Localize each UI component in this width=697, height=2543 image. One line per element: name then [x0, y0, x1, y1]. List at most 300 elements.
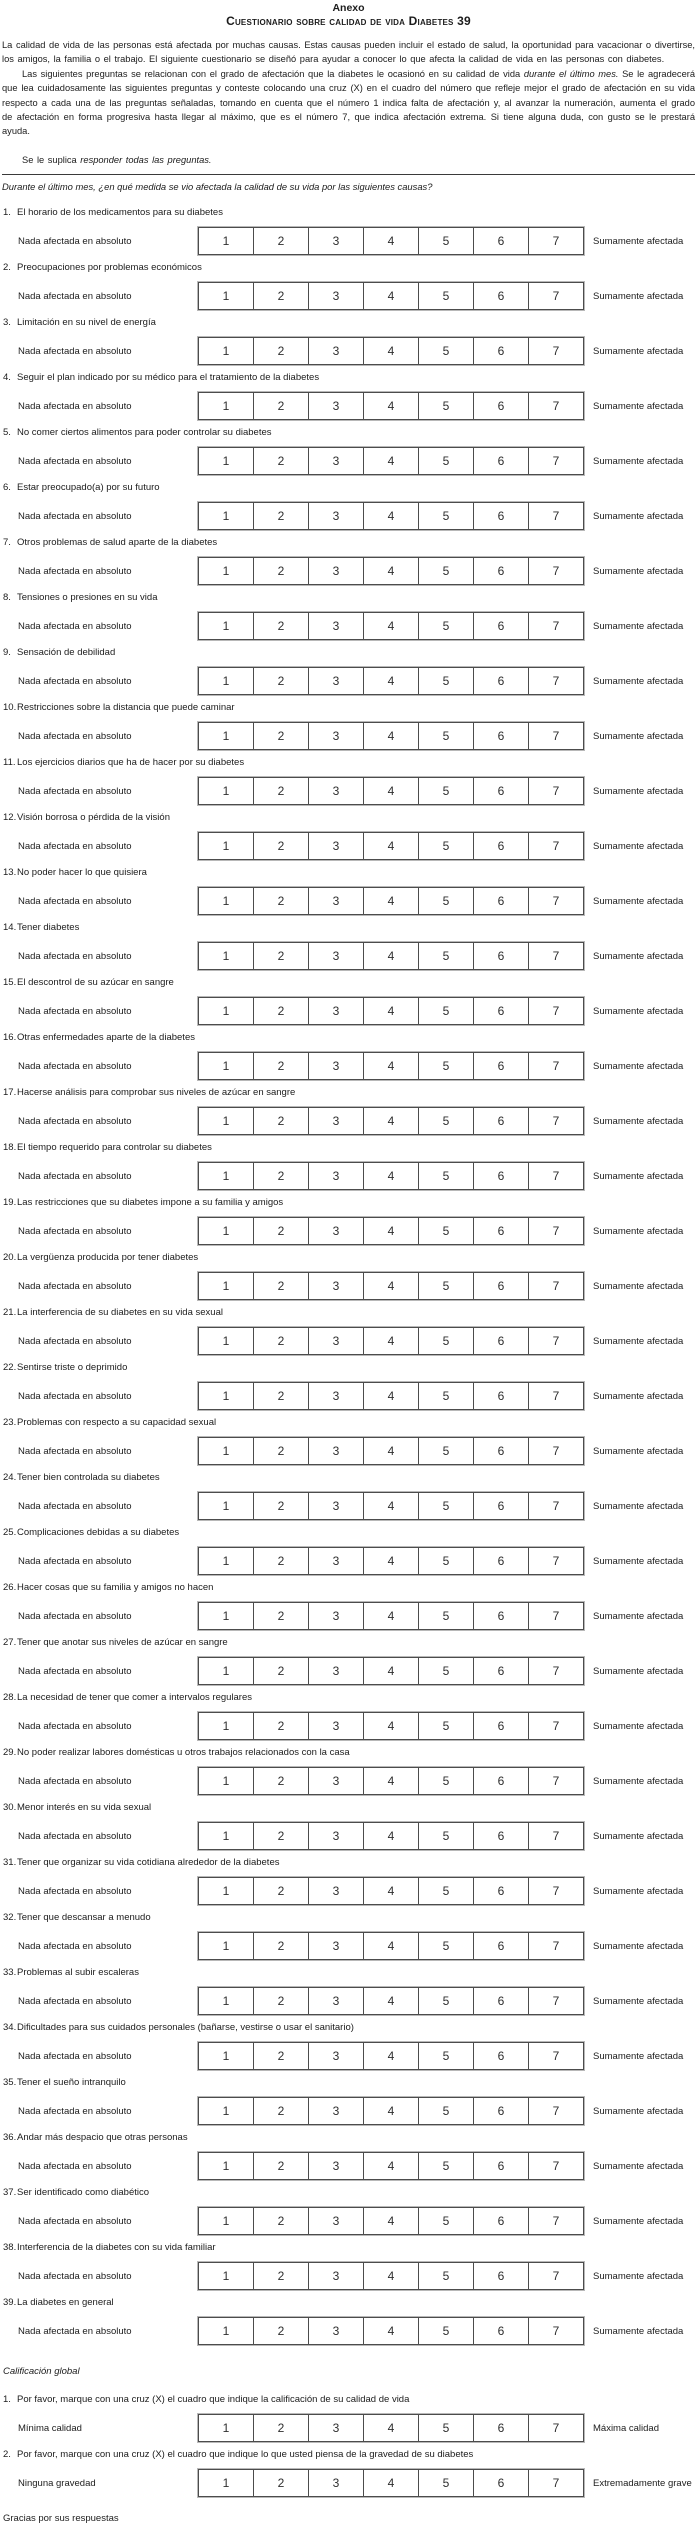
question-text: No comer ciertos alimentos para poder controlar su diabetes	[17, 427, 272, 439]
rating-cell-2[interactable]: 2	[254, 723, 309, 749]
rating-cell-2[interactable]: 2	[254, 943, 309, 969]
rating-cell-5[interactable]: 5	[419, 2208, 474, 2234]
rating-cell-3[interactable]: 3	[309, 2043, 364, 2069]
rating-cell-2[interactable]: 2	[254, 833, 309, 859]
rating-cell-1[interactable]: 1	[199, 338, 254, 364]
rating-cell-6[interactable]: 6	[474, 228, 529, 254]
rating-cell-1[interactable]: 1	[199, 1988, 254, 2014]
rating-cell-6[interactable]: 6	[474, 1823, 529, 1849]
rating-cell-5[interactable]: 5	[419, 1108, 474, 1134]
rating-cell-2[interactable]: 2	[254, 668, 309, 694]
rating-cell-2[interactable]: 2	[254, 778, 309, 804]
rating-cell-3[interactable]: 3	[309, 2153, 364, 2179]
rating-cell-4[interactable]: 4	[364, 1713, 419, 1739]
rating-cell-1[interactable]: 1	[199, 448, 254, 474]
rating-cell-6[interactable]: 6	[474, 1713, 529, 1739]
rating-cell-7[interactable]: 7	[552, 784, 560, 799]
rating-cell-3[interactable]: 3	[309, 1493, 364, 1519]
rating-cell-1[interactable]: 1	[199, 558, 254, 584]
rating-cell-2[interactable]: 2	[254, 1493, 309, 1519]
rating-cell-3[interactable]: 3	[309, 1603, 364, 1629]
rating-cell-5[interactable]: 5	[419, 2318, 474, 2344]
rating-cell-1[interactable]: 1	[199, 998, 254, 1024]
rating-cell-6[interactable]: 6	[474, 2208, 529, 2234]
rating-cell-3[interactable]: 3	[309, 2415, 364, 2441]
rating-cell-3[interactable]: 3	[309, 1328, 364, 1354]
rating-cell-1[interactable]: 1	[199, 1658, 254, 1684]
rating-cell-2[interactable]: 2	[254, 283, 309, 309]
rating-cell-4[interactable]: 4	[364, 2415, 419, 2441]
rating-cell-4[interactable]: 4	[364, 393, 419, 419]
rating-cell-7[interactable]: 7	[552, 1114, 560, 1129]
rating-cell-4[interactable]: 4	[364, 1108, 419, 1134]
rating-cell-5[interactable]: 5	[419, 943, 474, 969]
rating-cell-5[interactable]: 5	[419, 1053, 474, 1079]
rating-cell-1[interactable]: 1	[199, 393, 254, 419]
rating-cell-5[interactable]: 5	[419, 833, 474, 859]
rating-cell-6[interactable]: 6	[474, 393, 529, 419]
rating-cell-3[interactable]: 3	[309, 613, 364, 639]
rating-cell-2[interactable]: 2	[254, 2098, 309, 2124]
rating-cell-7[interactable]: 7	[552, 949, 560, 964]
rating-cell-5[interactable]: 5	[419, 558, 474, 584]
rating-cell-3[interactable]: 3	[309, 2318, 364, 2344]
rating-cell-1[interactable]: 1	[199, 778, 254, 804]
rating-cell-6[interactable]: 6	[474, 1053, 529, 1079]
rating-cell-7[interactable]: 7	[552, 1719, 560, 1734]
rating-cell-3[interactable]: 3	[309, 1053, 364, 1079]
rating-cell-5[interactable]: 5	[419, 2153, 474, 2179]
rating-cell-1[interactable]: 1	[199, 1713, 254, 1739]
rating-cell-7[interactable]: 7	[552, 839, 560, 854]
rating-cell-2[interactable]: 2	[254, 448, 309, 474]
rating-cell-4[interactable]: 4	[364, 1163, 419, 1189]
rating-cell-5[interactable]: 5	[419, 1603, 474, 1629]
rating-cell-1[interactable]: 1	[199, 228, 254, 254]
rating-cell-5[interactable]: 5	[419, 1988, 474, 2014]
rating-cell-6[interactable]: 6	[474, 1383, 529, 1409]
rating-cell-2[interactable]: 2	[254, 1658, 309, 1684]
rating-cell-4[interactable]: 4	[364, 1878, 419, 1904]
rating-cell-6[interactable]: 6	[474, 283, 529, 309]
rating-cell-7[interactable]: 7	[552, 454, 560, 469]
rating-cell-5[interactable]: 5	[419, 338, 474, 364]
rating-cell-1[interactable]: 1	[199, 1438, 254, 1464]
rating-cell-6[interactable]: 6	[474, 1108, 529, 1134]
rating-cell-6[interactable]: 6	[474, 1548, 529, 1574]
rating-cell-7[interactable]: 7	[552, 1334, 560, 1349]
question-line	[2, 1197, 695, 1209]
rating-cell-7[interactable]: 7	[552, 399, 560, 414]
rating-cell-4[interactable]: 4	[364, 1273, 419, 1299]
rating-cell-7[interactable]: 7	[552, 1389, 560, 1404]
rating-cell-5[interactable]: 5	[419, 283, 474, 309]
rating-cell-6[interactable]: 6	[474, 1603, 529, 1629]
rating-cell-6[interactable]: 6	[474, 1658, 529, 1684]
rating-cell-7[interactable]: 7	[552, 344, 560, 359]
rating-cell-4[interactable]: 4	[364, 998, 419, 1024]
rating-cell-6[interactable]: 6	[474, 1328, 529, 1354]
rating-cell-5[interactable]: 5	[419, 888, 474, 914]
rating-cell-4[interactable]: 4	[364, 503, 419, 529]
rating-cell-5[interactable]: 5	[419, 2043, 474, 2069]
rating-cell-4[interactable]: 4	[364, 668, 419, 694]
rating-cell-7[interactable]: 7	[552, 2104, 560, 2119]
rating-cell-5[interactable]: 5	[419, 1218, 474, 1244]
rating-cell-7[interactable]: 7	[552, 2476, 560, 2491]
rating-cell-1[interactable]: 1	[199, 1933, 254, 1959]
rating-cell-3[interactable]: 3	[309, 1108, 364, 1134]
rating-cell-4[interactable]: 4	[364, 338, 419, 364]
rating-cell-6[interactable]: 6	[474, 668, 529, 694]
rating-cell-1[interactable]: 1	[199, 1878, 254, 1904]
rating-cell-3[interactable]: 3	[309, 2263, 364, 2289]
rating-cell-3[interactable]: 3	[309, 448, 364, 474]
rating-cell-1[interactable]: 1	[199, 2415, 254, 2441]
rating-cell-3[interactable]: 3	[309, 1548, 364, 1574]
rating-row	[2, 282, 695, 310]
rating-cell-4[interactable]: 4	[364, 1658, 419, 1684]
rating-cell-5[interactable]: 5	[419, 1493, 474, 1519]
rating-cell-7[interactable]: 7	[552, 1664, 560, 1679]
rating-cell-3[interactable]: 3	[309, 1933, 364, 1959]
rating-cell-7[interactable]: 7	[552, 564, 560, 579]
rating-cell-5[interactable]: 5	[419, 1768, 474, 1794]
rating-cell-7[interactable]: 7	[552, 1939, 560, 1954]
rating-cell-2[interactable]: 2	[254, 338, 309, 364]
rating-cell-3[interactable]: 3	[309, 1878, 364, 1904]
rating-cell-7[interactable]: 7	[552, 289, 560, 304]
rating-cell-4[interactable]: 4	[364, 1823, 419, 1849]
rating-cell-3[interactable]: 3	[309, 2098, 364, 2124]
rating-cell-1[interactable]: 1	[199, 283, 254, 309]
rating-cell-1[interactable]: 1	[199, 1548, 254, 1574]
rating-cell-2[interactable]: 2	[254, 2470, 309, 2496]
rating-cell-5[interactable]: 5	[419, 2098, 474, 2124]
rating-cell-1[interactable]: 1	[199, 1218, 254, 1244]
rating-cell-6[interactable]: 6	[474, 1878, 529, 1904]
rating-cell-4[interactable]: 4	[364, 283, 419, 309]
rating-cell-1[interactable]: 1	[199, 613, 254, 639]
rating-cell-4[interactable]: 4	[364, 1933, 419, 1959]
rating-cell-5[interactable]: 5	[419, 613, 474, 639]
rating-cell-1[interactable]: 1	[199, 1108, 254, 1134]
rating-cell-6[interactable]: 6	[474, 943, 529, 969]
rating-cell-5[interactable]: 5	[419, 1548, 474, 1574]
rating-cell-7[interactable]: 7	[552, 729, 560, 744]
rating-cell-1[interactable]: 1	[199, 2263, 254, 2289]
rating-cell-4[interactable]: 4	[364, 2043, 419, 2069]
rating-cell-5[interactable]: 5	[419, 1713, 474, 1739]
rating-cell-3[interactable]: 3	[309, 228, 364, 254]
rating-cell-2[interactable]: 2	[254, 888, 309, 914]
rating-cell-5[interactable]: 5	[419, 778, 474, 804]
rating-cell-1[interactable]: 1	[199, 1493, 254, 1519]
rating-cell-4[interactable]: 4	[364, 558, 419, 584]
rating-cell-7[interactable]: 7	[552, 1609, 560, 1624]
rating-cell-4[interactable]: 4	[364, 2318, 419, 2344]
rating-cell-6[interactable]: 6	[474, 1493, 529, 1519]
rating-cell-1[interactable]: 1	[199, 2098, 254, 2124]
rating-cell-3[interactable]: 3	[309, 1163, 364, 1189]
rating-cell-1[interactable]: 1	[199, 2208, 254, 2234]
rating-cell-3[interactable]: 3	[309, 2470, 364, 2496]
rating-cell-6[interactable]: 6	[474, 2098, 529, 2124]
rating-cell-7[interactable]: 7	[552, 2324, 560, 2339]
rating-cell-1[interactable]: 1	[199, 1328, 254, 1354]
rating-cell-6[interactable]: 6	[474, 2470, 529, 2496]
rating-cell-3[interactable]: 3	[309, 1988, 364, 2014]
rating-cell-4[interactable]: 4	[364, 833, 419, 859]
rating-cell-7[interactable]: 7	[552, 1004, 560, 1019]
rating-cell-4[interactable]: 4	[364, 613, 419, 639]
rating-cell-5[interactable]: 5	[419, 1878, 474, 1904]
rating-cell-1[interactable]: 1	[199, 1053, 254, 1079]
rating-cell-3[interactable]: 3	[309, 2208, 364, 2234]
rating-cell-7[interactable]: 7	[552, 1059, 560, 1074]
rating-cell-7[interactable]: 7	[552, 1884, 560, 1899]
rating-cell-5[interactable]: 5	[419, 448, 474, 474]
rating-cell-5[interactable]: 5	[419, 1163, 474, 1189]
rating-cell-6[interactable]: 6	[474, 1768, 529, 1794]
rating-cell-2[interactable]: 2	[254, 393, 309, 419]
rating-scale	[198, 1382, 584, 1410]
rating-cell-6[interactable]: 6	[474, 1273, 529, 1299]
rating-cell-7[interactable]: 7	[552, 1554, 560, 1569]
rating-cell-4[interactable]: 4	[364, 1603, 419, 1629]
rating-cell-1[interactable]: 1	[199, 668, 254, 694]
rating-cell-1[interactable]: 1	[199, 833, 254, 859]
rating-cell-1[interactable]: 1	[199, 1823, 254, 1849]
rating-cell-1[interactable]: 1	[199, 2318, 254, 2344]
rating-cell-6[interactable]: 6	[474, 2415, 529, 2441]
rating-cell-1[interactable]: 1	[199, 943, 254, 969]
rating-cell-4[interactable]: 4	[364, 2263, 419, 2289]
rating-cell-6[interactable]: 6	[474, 558, 529, 584]
rating-cell-5[interactable]: 5	[419, 2470, 474, 2496]
rating-cell-7[interactable]: 7	[552, 234, 560, 249]
rating-cell-1[interactable]: 1	[199, 888, 254, 914]
rating-cell-7[interactable]: 7	[552, 2159, 560, 2174]
rating-cell-2[interactable]: 2	[254, 1108, 309, 1134]
rating-cell-5[interactable]: 5	[419, 1383, 474, 1409]
rating-cell-3[interactable]: 3	[309, 998, 364, 1024]
rating-cell-4[interactable]: 4	[364, 778, 419, 804]
rating-cell-5[interactable]: 5	[419, 1438, 474, 1464]
rating-cell-2[interactable]: 2	[254, 1878, 309, 1904]
rating-cell-2[interactable]: 2	[254, 1163, 309, 1189]
rating-cell-6[interactable]: 6	[474, 833, 529, 859]
rating-cell-2[interactable]: 2	[254, 2208, 309, 2234]
rating-cell-6[interactable]: 6	[474, 2263, 529, 2289]
rating-cell-2[interactable]: 2	[254, 503, 309, 529]
rating-cell-3[interactable]: 3	[309, 393, 364, 419]
rating-cell-4[interactable]: 4	[364, 1053, 419, 1079]
rating-cell-1[interactable]: 1	[199, 1273, 254, 1299]
rating-cell-6[interactable]: 6	[474, 503, 529, 529]
rating-cell-3[interactable]: 3	[309, 503, 364, 529]
rating-cell-7[interactable]: 7	[552, 2049, 560, 2064]
rating-scale	[198, 1272, 584, 1300]
rating-cell-6[interactable]: 6	[474, 1163, 529, 1189]
rating-cell-2[interactable]: 2	[254, 613, 309, 639]
rating-cell-3[interactable]: 3	[309, 1218, 364, 1244]
rating-cell-4[interactable]: 4	[364, 228, 419, 254]
rating-cell-5[interactable]: 5	[419, 503, 474, 529]
rating-cell-2[interactable]: 2	[254, 1933, 309, 1959]
rating-cell-6[interactable]: 6	[474, 2318, 529, 2344]
rating-cell-2[interactable]: 2	[254, 1273, 309, 1299]
rating-cell-5[interactable]: 5	[419, 668, 474, 694]
rating-cell-6[interactable]: 6	[474, 2153, 529, 2179]
rating-cell-1[interactable]: 1	[199, 723, 254, 749]
rating-cell-7[interactable]: 7	[552, 1774, 560, 1789]
question-line	[2, 1252, 695, 1264]
rating-cell-1[interactable]: 1	[199, 1163, 254, 1189]
rating-cell-6[interactable]: 6	[474, 448, 529, 474]
rating-cell-5[interactable]: 5	[419, 1823, 474, 1849]
rating-cell-4[interactable]: 4	[364, 1218, 419, 1244]
rating-cell-1[interactable]: 1	[199, 1383, 254, 1409]
rating-cell-6[interactable]: 6	[474, 2043, 529, 2069]
rating-row	[2, 1327, 695, 1355]
rating-cell-6[interactable]: 6	[474, 778, 529, 804]
rating-cell-3[interactable]: 3	[309, 283, 364, 309]
rating-cell-2[interactable]: 2	[254, 1768, 309, 1794]
scale-right-label: Sumamente afectada	[593, 2105, 684, 2117]
rating-cell-5[interactable]: 5	[419, 1273, 474, 1299]
rating-cell-3[interactable]: 3	[309, 1713, 364, 1739]
rating-cell-7[interactable]: 7	[552, 2269, 560, 2284]
rating-cell-3[interactable]: 3	[309, 888, 364, 914]
rating-cell-4[interactable]: 4	[364, 1438, 419, 1464]
rating-cell-1[interactable]: 1	[199, 2470, 254, 2496]
question-item	[2, 2187, 695, 2242]
rating-cell-3[interactable]: 3	[309, 833, 364, 859]
rating-cell-4[interactable]: 4	[364, 1383, 419, 1409]
rating-cell-2[interactable]: 2	[254, 558, 309, 584]
rating-cell-2[interactable]: 2	[254, 2415, 309, 2441]
scale-left-label: Nada afectada en absoluto	[18, 2270, 132, 2282]
rating-cell-6[interactable]: 6	[474, 1988, 529, 2014]
rating-cell-7[interactable]: 7	[552, 2214, 560, 2229]
rating-cell-1[interactable]: 1	[199, 1603, 254, 1629]
rating-cell-5[interactable]: 5	[419, 1933, 474, 1959]
rating-cell-2[interactable]: 2	[254, 2153, 309, 2179]
rating-cell-7[interactable]: 7	[552, 1994, 560, 2009]
rating-cell-5[interactable]: 5	[419, 228, 474, 254]
rating-cell-4[interactable]: 4	[364, 943, 419, 969]
rating-cell-7[interactable]: 7	[552, 1169, 560, 1184]
rating-cell-5[interactable]: 5	[419, 393, 474, 419]
rating-cell-1[interactable]: 1	[199, 2153, 254, 2179]
rating-cell-3[interactable]: 3	[309, 1438, 364, 1464]
question-item	[2, 372, 695, 427]
rating-cell-5[interactable]: 5	[419, 2263, 474, 2289]
rating-cell-2[interactable]: 2	[254, 1053, 309, 1079]
rating-cell-1[interactable]: 1	[199, 1768, 254, 1794]
rating-cell-2[interactable]: 2	[254, 2318, 309, 2344]
rating-cell-4[interactable]: 4	[364, 2098, 419, 2124]
rating-cell-2[interactable]: 2	[254, 998, 309, 1024]
rating-cell-6[interactable]: 6	[474, 1438, 529, 1464]
rating-cell-7[interactable]: 7	[552, 674, 560, 689]
rating-cell-7[interactable]: 7	[552, 1829, 560, 1844]
rating-cell-5[interactable]: 5	[419, 1328, 474, 1354]
rating-cell-2[interactable]: 2	[254, 1218, 309, 1244]
rating-cell-6[interactable]: 6	[474, 888, 529, 914]
question-line	[2, 1637, 695, 1649]
rating-cell-3[interactable]: 3	[309, 1823, 364, 1849]
rating-cell-3[interactable]: 3	[309, 1768, 364, 1794]
rating-cell-6[interactable]: 6	[474, 1933, 529, 1959]
rating-cell-7[interactable]: 7	[552, 1224, 560, 1239]
rating-cell-3[interactable]: 3	[309, 338, 364, 364]
rating-cell-4[interactable]: 4	[364, 2208, 419, 2234]
rating-cell-3[interactable]: 3	[309, 778, 364, 804]
rating-cell-2[interactable]: 2	[254, 228, 309, 254]
rating-cell-3[interactable]: 3	[309, 558, 364, 584]
rating-cell-6[interactable]: 6	[474, 723, 529, 749]
rating-cell-2[interactable]: 2	[254, 2263, 309, 2289]
rating-cell-3[interactable]: 3	[309, 668, 364, 694]
rating-cell-1[interactable]: 1	[199, 503, 254, 529]
rating-cell-3[interactable]: 3	[309, 1273, 364, 1299]
rating-cell-4[interactable]: 4	[364, 2153, 419, 2179]
rating-cell-4[interactable]: 4	[364, 1988, 419, 2014]
rating-cell-2[interactable]: 2	[254, 1713, 309, 1739]
rating-cell-6[interactable]: 6	[474, 613, 529, 639]
rating-cell-2[interactable]: 2	[254, 1328, 309, 1354]
rating-cell-2[interactable]: 2	[254, 1548, 309, 1574]
question-line	[2, 2297, 695, 2309]
rating-cell-7[interactable]: 7	[552, 2421, 560, 2436]
rating-cell-4[interactable]: 4	[364, 888, 419, 914]
rating-cell-3[interactable]: 3	[309, 943, 364, 969]
rating-cell-2[interactable]: 2	[254, 2043, 309, 2069]
rating-cell-7[interactable]: 7	[552, 1444, 560, 1459]
rating-cell-4[interactable]: 4	[364, 1768, 419, 1794]
rating-cell-4[interactable]: 4	[364, 1328, 419, 1354]
rating-cell-2[interactable]: 2	[254, 1603, 309, 1629]
rating-cell-7[interactable]: 7	[552, 894, 560, 909]
rating-cell-4[interactable]: 4	[364, 2470, 419, 2496]
rating-cell-2[interactable]: 2	[254, 1823, 309, 1849]
rating-cell-4[interactable]: 4	[364, 1493, 419, 1519]
rating-cell-7[interactable]: 7	[552, 1279, 560, 1294]
rating-cell-2[interactable]: 2	[254, 1438, 309, 1464]
rating-cell-6[interactable]: 6	[474, 1218, 529, 1244]
rating-cell-3[interactable]: 3	[309, 1658, 364, 1684]
rating-cell-2[interactable]: 2	[254, 1383, 309, 1409]
rating-cell-1[interactable]: 1	[199, 2043, 254, 2069]
rating-cell-2[interactable]: 2	[254, 1988, 309, 2014]
rating-cell-4[interactable]: 4	[364, 723, 419, 749]
rating-cell-5[interactable]: 5	[419, 998, 474, 1024]
rating-cell-7[interactable]: 7	[552, 1499, 560, 1514]
rating-cell-5[interactable]: 5	[419, 1658, 474, 1684]
rating-cell-5[interactable]: 5	[419, 2415, 474, 2441]
rating-cell-4[interactable]: 4	[364, 1548, 419, 1574]
rating-cell-3[interactable]: 3	[309, 723, 364, 749]
rating-cell-7[interactable]: 7	[552, 619, 560, 634]
rating-cell-4[interactable]: 4	[364, 448, 419, 474]
rating-cell-3[interactable]: 3	[309, 1383, 364, 1409]
rating-cell-7[interactable]: 7	[552, 509, 560, 524]
rating-cell-6[interactable]: 6	[474, 998, 529, 1024]
rating-cell-6[interactable]: 6	[474, 338, 529, 364]
rating-cell-5[interactable]: 5	[419, 723, 474, 749]
